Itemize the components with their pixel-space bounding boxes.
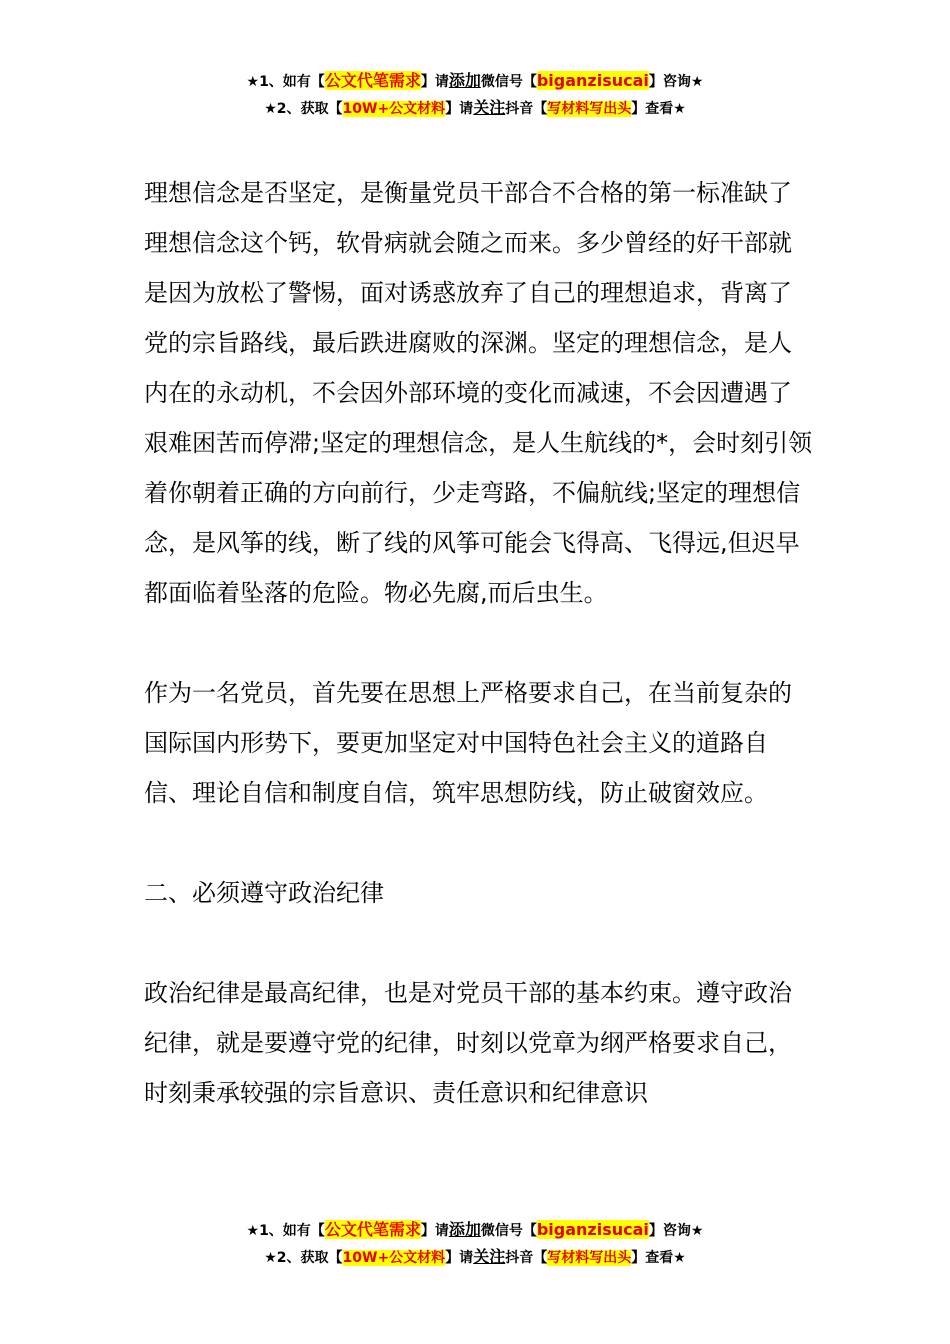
banner-text: 抖音【 xyxy=(505,101,548,117)
paragraph-gap xyxy=(144,918,814,968)
banner-text: 】咨询★ xyxy=(648,74,704,90)
banner-line-2 xyxy=(0,95,950,122)
banner-text: 】咨询★ xyxy=(648,1223,704,1239)
banner-line-2 xyxy=(0,1244,950,1271)
wechat-id: biganzisucai xyxy=(536,71,649,90)
banner-text: 】查看★ xyxy=(631,101,686,117)
highlight-text: 10W+公文材料 xyxy=(342,1250,446,1266)
banner-text: ★2、获取【 xyxy=(264,101,343,117)
banner-text: 微信号【 xyxy=(480,74,537,90)
banner-line-1 xyxy=(0,68,950,95)
banner-text: 】查看★ xyxy=(631,1250,686,1266)
banner-text: ★1、如有【 xyxy=(246,74,325,90)
underlined-text: 关注 xyxy=(473,1247,506,1266)
banner-line-1 xyxy=(0,1217,950,1244)
highlight-text: 公文代笔需求 xyxy=(324,71,421,90)
paragraph-gap xyxy=(144,818,814,868)
wechat-id: biganzisucai xyxy=(536,1220,649,1239)
banner-text: 微信号【 xyxy=(480,1223,537,1239)
underlined-text: 关注 xyxy=(473,98,506,117)
paragraph-political-discipline: 政治纪律是最高纪律，也是对党员干部的基本约束。遵守政治纪律，就是要遵守党的纪律，时刻以党章为纲严格要求自己，时刻秉承较强的宗旨意识、责任意识和纪律意识 xyxy=(144,979,792,1107)
douyin-account: 写材料写出头 xyxy=(547,101,632,117)
underlined-text: 添加 xyxy=(448,71,481,90)
banner-text: 】请 xyxy=(420,74,449,90)
underlined-text: 添加 xyxy=(448,1220,481,1239)
paragraph-party-member: 作为一名党员，首先要在思想上严格要求自己，在当前复杂的国际国内形势下，要更加坚定对中国特色社会主义的道路自信、理论自信和制度自信，筑牢思想防线，防止破窗效应。 xyxy=(144,679,792,807)
header-banner xyxy=(0,68,950,122)
footer-banner xyxy=(0,1217,950,1271)
banner-text: 抖音【 xyxy=(505,1250,548,1266)
document-body xyxy=(144,168,814,1118)
paragraph-ideals: 理想信念是否坚定，是衡量党员干部合不合格的第一标准缺了理想信念这个钙，软骨病就会随之而来。多少曾经的好干部就是因为放松了警惕，面对诱惑放弃了自己的理想追求，背离了党的宗旨路线，最后跌进腐败的深渊。坚定的理想信念，是人内在的永动机，不会因外部环境的变化而减速，不会因遭遇了艰难困苦而停滞;坚定的理想信念，是人生航线的*，会时刻引领着你朝着正确的方向前行，少走弯路，不偏航线;坚定的理想信念，是风筝的线，断了线的风筝可能会飞得高、飞得远,但迟早都面临着坠落的危险。物必先腐,而后虫生。 xyxy=(144,179,813,607)
highlight-text: 10W+公文材料 xyxy=(342,101,446,117)
banner-text: ★2、获取【 xyxy=(264,1250,343,1266)
banner-text: 】请 xyxy=(445,1250,474,1266)
douyin-account: 写材料写出头 xyxy=(547,1250,632,1266)
highlight-text: 公文代笔需求 xyxy=(324,1220,421,1239)
section-heading: 二、必须遵守政治纪律 xyxy=(144,879,384,907)
paragraph-gap xyxy=(144,618,814,668)
banner-text: ★1、如有【 xyxy=(246,1223,325,1239)
banner-text: 】请 xyxy=(445,101,474,117)
banner-text: 】请 xyxy=(420,1223,449,1239)
